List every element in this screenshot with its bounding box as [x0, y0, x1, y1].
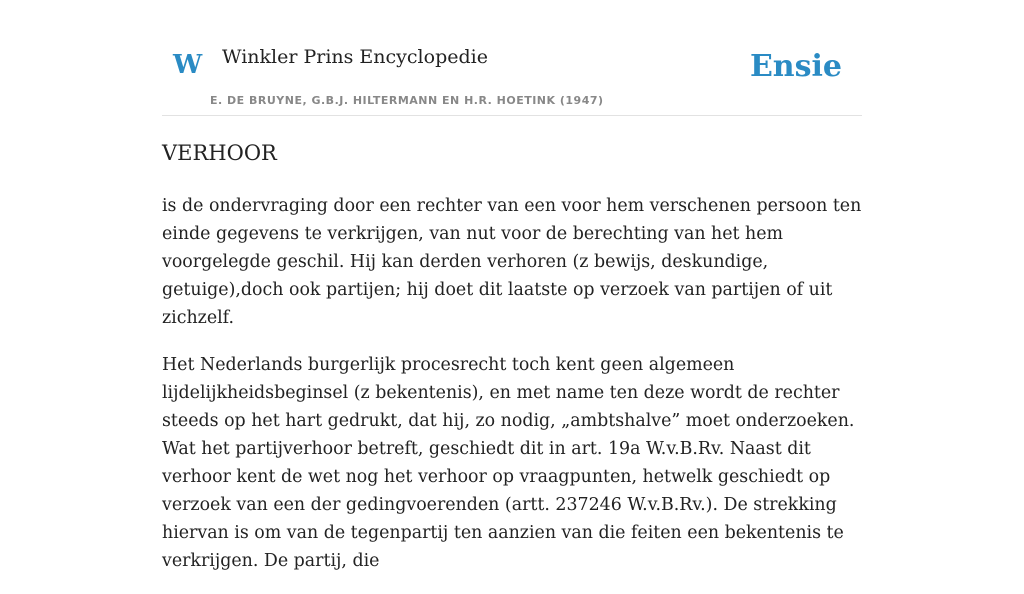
- source-title[interactable]: Winkler Prins Encyclopedie: [222, 46, 488, 68]
- entry-title: VERHOOR: [162, 141, 277, 165]
- source-authors: E. DE BRUYNE, G.B.J. HILTERMANN EN H.R. HOETINK (1947): [210, 94, 604, 107]
- brand-logo[interactable]: Ensie: [749, 49, 842, 84]
- entry-paragraph-1: is de ondervraging door een rechter van een voor hem verschenen persoon ten einde gegevens te verkrijgen, van nut voor de berechting van het hem voorgelegde geschil. Hij kan derden verhoren (z bewijs, deskundige, getuige),doch ook partijen; hij doet dit laatste op verzoek van partijen of uit zichzelf.: [162, 196, 862, 328]
- source-logo[interactable]: W: [173, 50, 203, 80]
- entry-paragraph-2: Het Nederlands burgerlijk procesrecht toch kent geen algemeen lijdelijkheidsbeginsel (z bekentenis), en met name ten deze wordt de rechter steeds op het hart gedrukt, dat hij, zo nodig, „ambtshalve” moet onderzoeken. Wat het partijverhoor betreft, geschiedt dit in art. 19a W.v.B.Rv. Naast dit verhoor kent de wet nog het verhoor op vraagpunten, hetwelk geschiedt op verzoek van een der gedingvoerenden (artt. 237246 W.v.B.Rv.). De strekking hiervan is om van de tegenpartij ten aanzien van die feiten een bekentenis te verkrijgen. De partij, die: [162, 355, 855, 571]
- entry-body: [162, 192, 862, 594]
- source-header: [162, 40, 862, 116]
